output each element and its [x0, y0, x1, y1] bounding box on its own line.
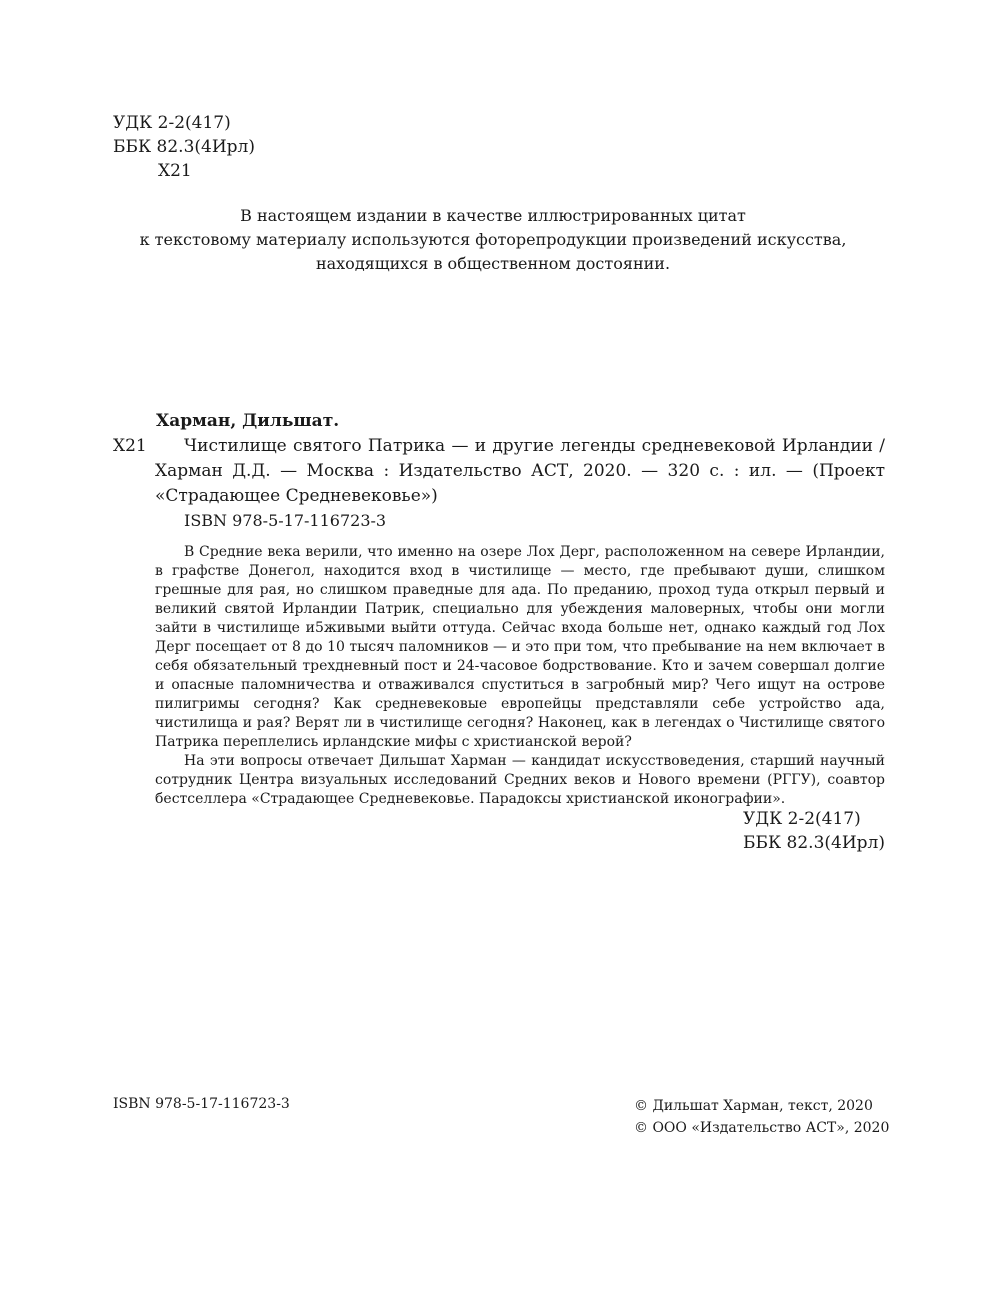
bibliographic-isbn: ISBN 978-5-17-116723-3: [184, 511, 387, 530]
notice-line-3: находящихся в общественном достоянии.: [315, 254, 671, 273]
bibliographic-author: Харман, Дильшат.: [156, 411, 340, 431]
bibliographic-index: Х21: [113, 436, 147, 456]
copyright-author: © Дильшат Харман, текст, 2020: [634, 1098, 873, 1114]
annotation-paragraph-2: На эти вопросы отвечает Дильшат Харман — кандидат искусствоведения, старший научный сотрудник Центра визуальных исследований Средних веков и Нового времени (РГГУ), соавтор бестселлера «Страдающее Средневековье. Парадоксы христианской иконографии».: [155, 753, 885, 807]
bibliographic-description: Чистилище святого Патрика — и другие легенды средневековой Ирландии / Харман Д.Д. — Москва : Издательство АСТ, 2020. — 320 с. : ил. — (Проект «Страдающее Средневековье»): [155, 436, 885, 506]
author-mark: Х21: [158, 161, 192, 181]
copyright-publisher: © ООО «Издательство АСТ», 2020: [634, 1120, 890, 1136]
annotation: [155, 543, 885, 809]
udk-code-bottom: УДК 2-2(417): [743, 809, 861, 829]
classification-block-top: [113, 111, 255, 183]
public-domain-notice: [113, 204, 873, 276]
classification-block-bottom: [743, 807, 885, 855]
udk-code: УДК 2-2(417): [113, 113, 231, 133]
copyright-block: [634, 1095, 889, 1139]
annotation-paragraph-1: В Средние века верили, что именно на озере Лох Дерг, расположенном на севере Ирландии, в графстве Донегол, находится вход в чистилище — место, где пребывают души, слишком грешные для рая, но слишком праведные для ада. По преданию, проход туда открыл первый и великий святой Ирландии Патрик, специально для убеждения маловерных, чтобы они могли зайти в чистилище и5живыми выйти оттуда. Сейчас входа больше нет, однако каждый год Лох Дерг посещает от 8 до 10 тысяч паломников — и это при том, что пребывание на нем включает в себя обязательный трехдневный пост и 24-часовое бодрствование. Кто и зачем совершал долгие и опасные паломничества и отваживался спуститься в загробный мир? Чего ищут на острове пилигримы сегодня? Как средневековые европейцы представляли себе устройство ада, чистилища и рая? Верят ли в чистилище сегодня? Наконец, как в легендах о Чистилище святого Патрика переплелись ирландские мифы с христианской верой?: [155, 544, 885, 750]
footer-isbn: ISBN 978-5-17-116723-3: [113, 1096, 290, 1112]
bbk-code-bottom: ББК 82.3(4Ирл): [743, 833, 885, 853]
notice-line-1: В настоящем издании в качестве иллюстрированных цитат: [240, 206, 746, 225]
bbk-code: ББК 82.3(4Ирл): [113, 137, 255, 157]
notice-line-2: к текстовому материалу используются фоторепродукции произведений искусства,: [139, 230, 847, 249]
